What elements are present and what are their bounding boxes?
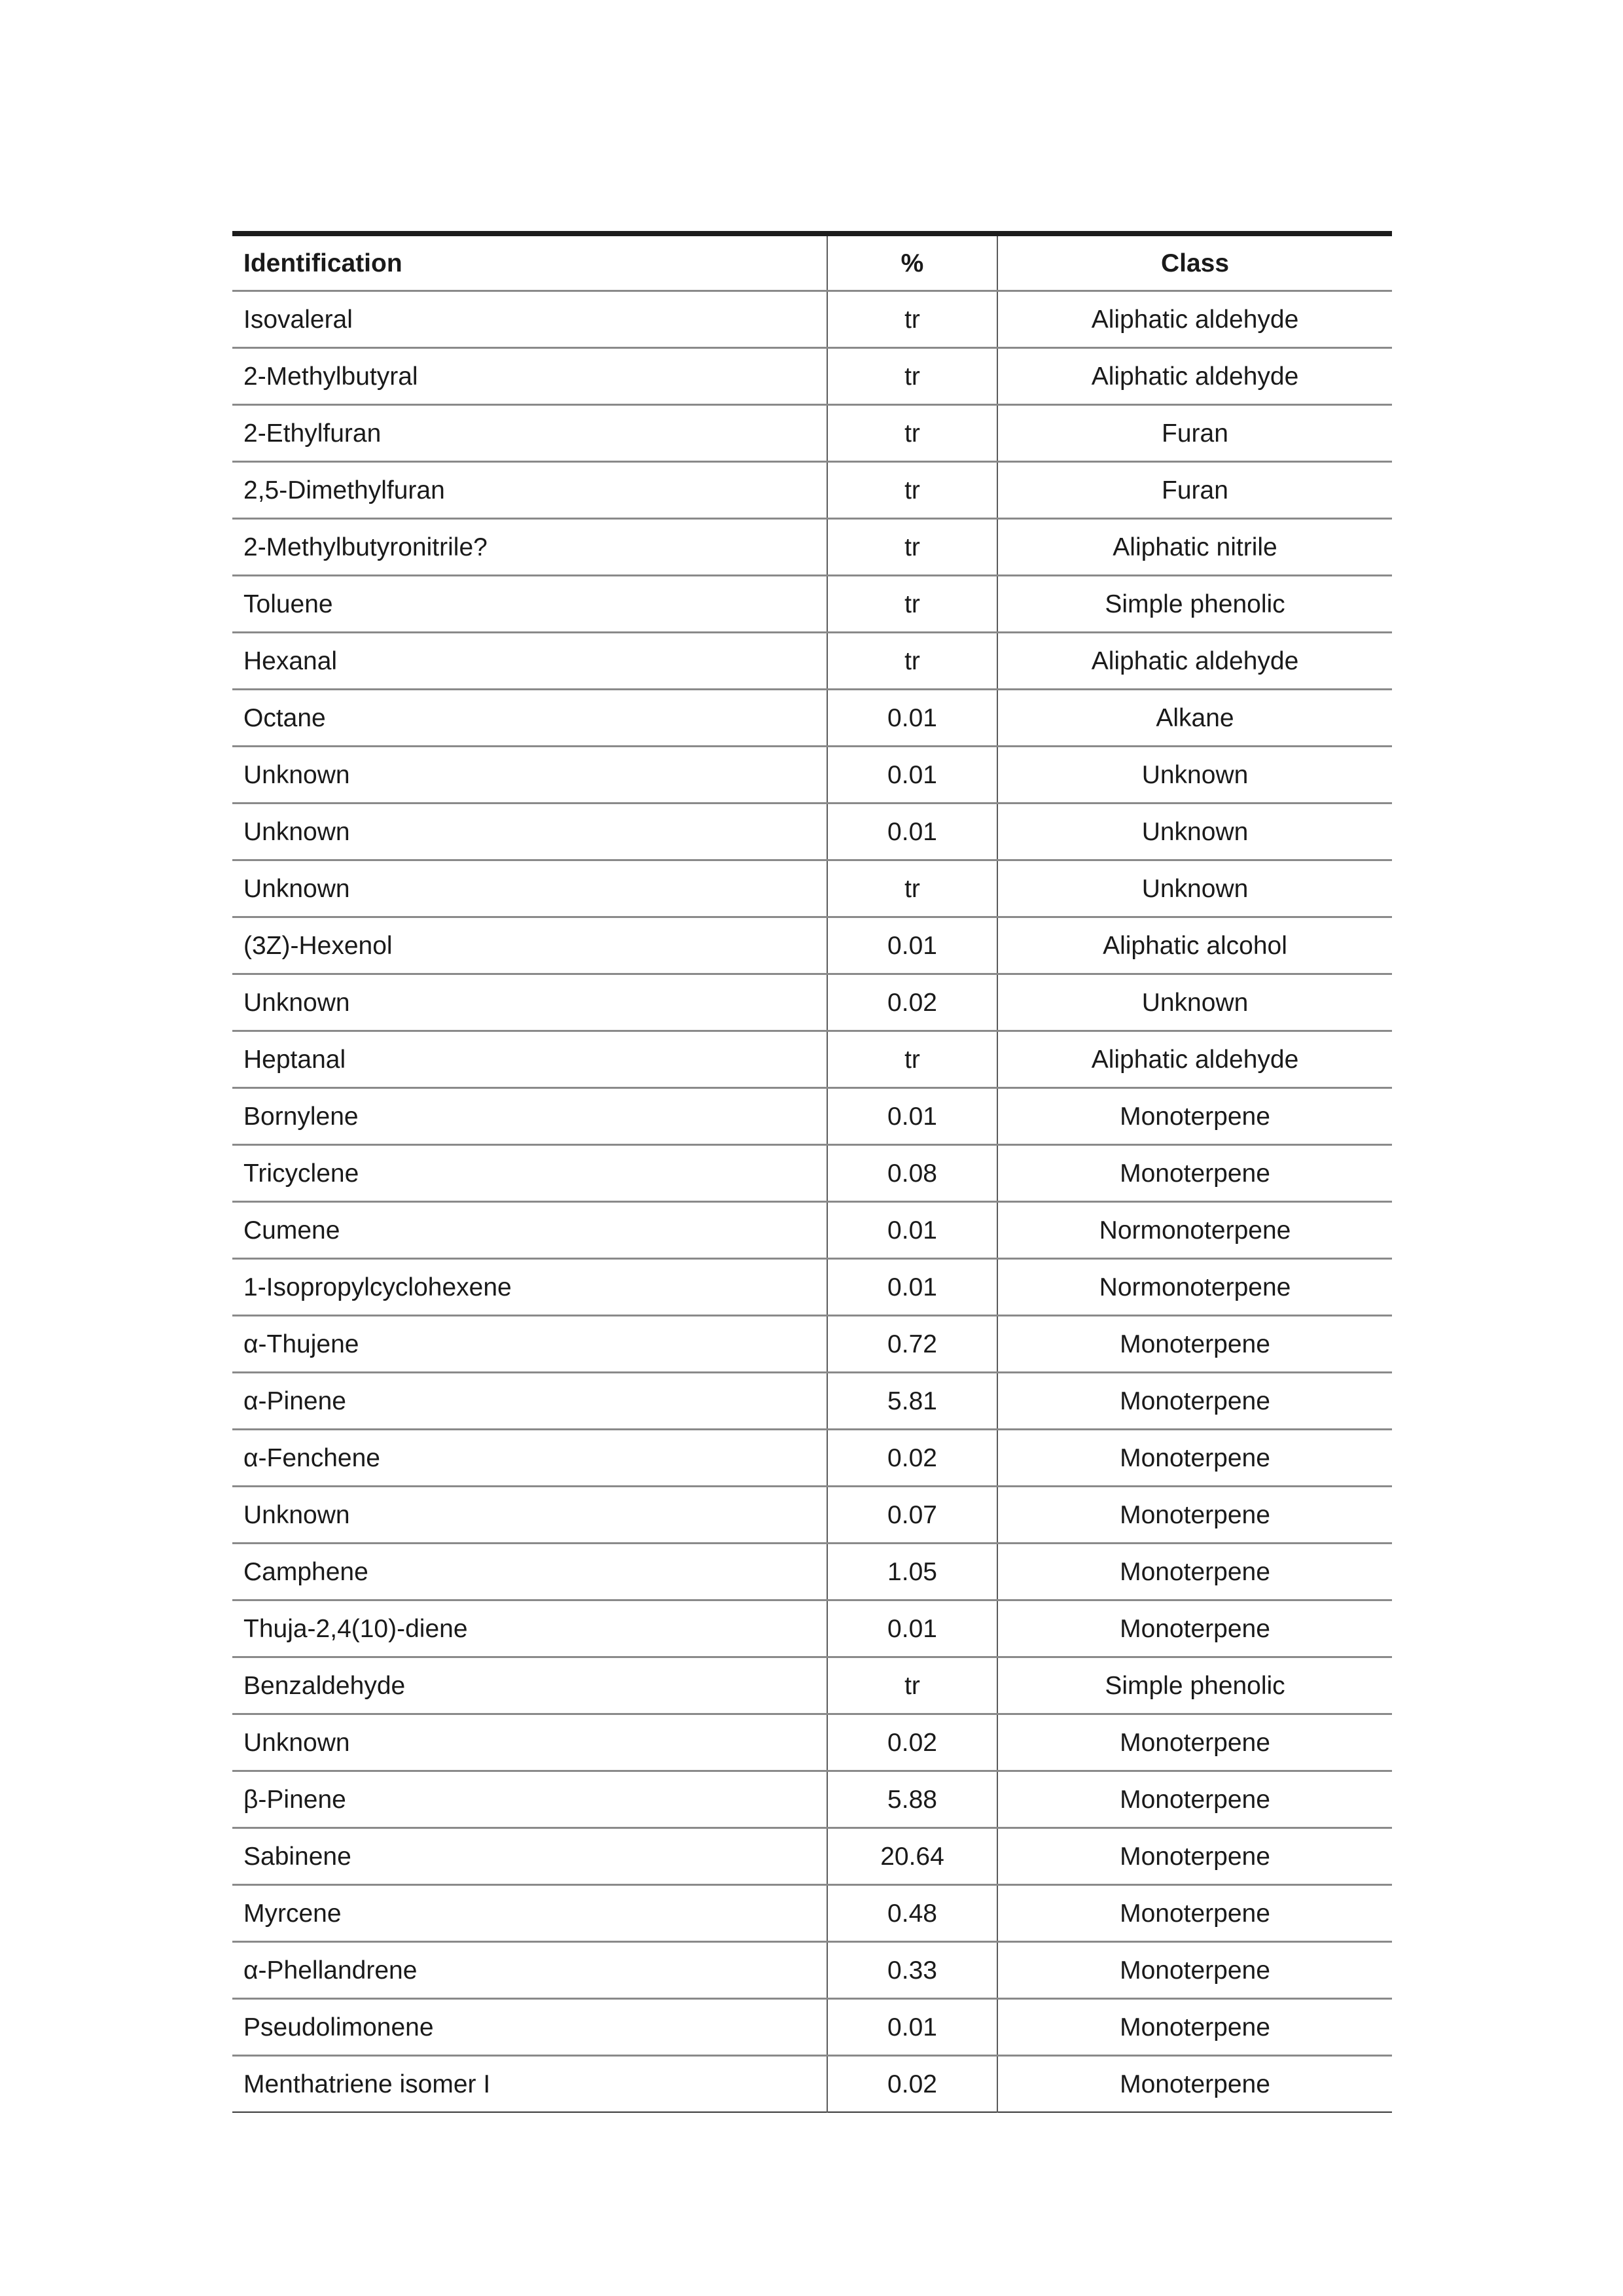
cell-class: Monoterpene [997, 1088, 1392, 1145]
cell-class: Monoterpene [997, 1145, 1392, 1202]
cell-identification: α-Pinene [232, 1373, 827, 1430]
cell-percent: 0.01 [827, 690, 997, 747]
cell-class: Monoterpene [997, 1373, 1392, 1430]
cell-percent: tr [827, 519, 997, 576]
cell-percent: tr [827, 348, 997, 405]
table-header [232, 234, 1392, 291]
header-identification: Identification [232, 234, 827, 291]
table-body [232, 291, 1392, 2113]
cell-percent: 1.05 [827, 1544, 997, 1600]
table-row [232, 1259, 1392, 1316]
cell-class: Monoterpene [997, 1885, 1392, 1942]
table-row [232, 1942, 1392, 1999]
cell-class: Aliphatic nitrile [997, 519, 1392, 576]
table-row [232, 519, 1392, 576]
cell-percent: tr [827, 1657, 997, 1714]
table-row [232, 917, 1392, 974]
table-row [232, 1031, 1392, 1088]
cell-percent: 0.01 [827, 1088, 997, 1145]
table-row [232, 747, 1392, 804]
cell-percent: 0.01 [827, 1202, 997, 1259]
cell-percent: tr [827, 462, 997, 519]
cell-class: Aliphatic aldehyde [997, 633, 1392, 690]
cell-identification: (3Z)-Hexenol [232, 917, 827, 974]
cell-class: Furan [997, 405, 1392, 462]
cell-identification: α-Thujene [232, 1316, 827, 1373]
cell-identification: Isovaleral [232, 291, 827, 348]
cell-percent: 0.02 [827, 974, 997, 1031]
cell-identification: Bornylene [232, 1088, 827, 1145]
table-row [232, 1714, 1392, 1771]
table-row [232, 348, 1392, 405]
cell-class: Normonoterpene [997, 1259, 1392, 1316]
cell-class: Unknown [997, 974, 1392, 1031]
composition-table [232, 231, 1392, 2113]
cell-percent: tr [827, 633, 997, 690]
table-row [232, 291, 1392, 348]
cell-class: Furan [997, 462, 1392, 519]
cell-identification: Tricyclene [232, 1145, 827, 1202]
cell-class: Monoterpene [997, 1999, 1392, 2056]
table-row [232, 1771, 1392, 1828]
cell-identification: α-Fenchene [232, 1430, 827, 1487]
cell-percent: 0.01 [827, 747, 997, 804]
cell-class: Unknown [997, 804, 1392, 860]
cell-identification: Unknown [232, 804, 827, 860]
cell-class: Aliphatic aldehyde [997, 291, 1392, 348]
cell-percent: 0.02 [827, 1430, 997, 1487]
cell-class: Alkane [997, 690, 1392, 747]
table-row [232, 804, 1392, 860]
cell-identification: β-Pinene [232, 1771, 827, 1828]
cell-identification: Heptanal [232, 1031, 827, 1088]
cell-percent: tr [827, 405, 997, 462]
table-row [232, 2056, 1392, 2113]
cell-class: Monoterpene [997, 1600, 1392, 1657]
composition-table-container [232, 231, 1392, 2113]
cell-percent: tr [827, 1031, 997, 1088]
cell-identification: α-Phellandrene [232, 1942, 827, 1999]
cell-percent: 0.01 [827, 804, 997, 860]
cell-identification: 2-Ethylfuran [232, 405, 827, 462]
cell-class: Monoterpene [997, 1771, 1392, 1828]
cell-identification: Toluene [232, 576, 827, 633]
cell-identification: Sabinene [232, 1828, 827, 1885]
table-row [232, 1544, 1392, 1600]
cell-percent: 0.02 [827, 1714, 997, 1771]
table-row [232, 860, 1392, 917]
table-row [232, 1316, 1392, 1373]
table-row [232, 1145, 1392, 1202]
cell-identification: 2,5-Dimethylfuran [232, 462, 827, 519]
cell-class: Aliphatic aldehyde [997, 348, 1392, 405]
cell-identification: Myrcene [232, 1885, 827, 1942]
cell-percent: 0.01 [827, 1259, 997, 1316]
table-row [232, 1828, 1392, 1885]
cell-class: Monoterpene [997, 1316, 1392, 1373]
cell-percent: 0.33 [827, 1942, 997, 1999]
cell-identification: 1-Isopropylcyclohexene [232, 1259, 827, 1316]
header-class: Class [997, 234, 1392, 291]
cell-identification: Menthatriene isomer I [243, 2070, 491, 2098]
cell-class: Unknown [997, 860, 1392, 917]
cell-identification: Unknown [232, 1714, 827, 1771]
cell-identification: Octane [232, 690, 827, 747]
cell-percent: 0.02 [827, 2056, 997, 2113]
table-row [232, 1373, 1392, 1430]
cell-identification: Benzaldehyde [232, 1657, 827, 1714]
table-row [232, 1999, 1392, 2056]
cell-identification: Thuja-2,4(10)-diene [232, 1600, 827, 1657]
cell-class: Monoterpene [997, 1487, 1392, 1544]
table-row [232, 1600, 1392, 1657]
cell-percent: 5.88 [827, 1771, 997, 1828]
table-row [232, 1430, 1392, 1487]
cell-percent: 0.01 [827, 1600, 997, 1657]
cell-identification: Unknown [232, 974, 827, 1031]
cell-identification: Unknown [232, 860, 827, 917]
cell-class: Aliphatic alcohol [997, 917, 1392, 974]
cell-identification: Unknown [232, 1487, 827, 1544]
table-row [232, 633, 1392, 690]
cell-percent: 5.81 [827, 1373, 997, 1430]
cell-identification: Camphene [232, 1544, 827, 1600]
table-row [232, 974, 1392, 1031]
cell-percent: 0.08 [827, 1145, 997, 1202]
cell-class: Simple phenolic [997, 1657, 1392, 1714]
cell-class: Unknown [997, 747, 1392, 804]
table-row [232, 1657, 1392, 1714]
cell-identification: Unknown [232, 747, 827, 804]
cell-identification: 2-Methylbutyronitrile? [232, 519, 827, 576]
cell-percent: tr [827, 576, 997, 633]
header-percent: % [827, 234, 997, 291]
cell-percent: 20.64 [827, 1828, 997, 1885]
cell-class: Monoterpene [997, 1942, 1392, 1999]
cell-class: Aliphatic aldehyde [997, 1031, 1392, 1088]
cell-percent: tr [827, 291, 997, 348]
cell-identification: Cumene [232, 1202, 827, 1259]
cell-percent: 0.07 [827, 1487, 997, 1544]
cell-class: Simple phenolic [997, 576, 1392, 633]
table-row [232, 462, 1392, 519]
cell-class: Normonoterpene [997, 1202, 1392, 1259]
header-row [232, 234, 1392, 291]
cell-percent: 0.48 [827, 1885, 997, 1942]
cell-percent: 0.01 [827, 1999, 997, 2056]
table-row [232, 405, 1392, 462]
table-row [232, 1487, 1392, 1544]
cell-percent: 0.72 [827, 1316, 997, 1373]
cell-identification: 2-Methylbutyral [232, 348, 827, 405]
cell-identification: Hexanal [232, 633, 827, 690]
cell-class: Monoterpene [997, 1714, 1392, 1771]
cell-class: Monoterpene [997, 1828, 1392, 1885]
cell-percent: tr [827, 860, 997, 917]
cell-percent: 0.01 [827, 917, 997, 974]
table-row [232, 690, 1392, 747]
cell-class: Monoterpene [997, 1544, 1392, 1600]
table-row [232, 576, 1392, 633]
table-row [232, 1885, 1392, 1942]
table-row [232, 1088, 1392, 1145]
cell-class: Monoterpene [997, 2056, 1392, 2113]
cell-class: Monoterpene [997, 1430, 1392, 1487]
cell-identification: Pseudolimonene [232, 1999, 827, 2056]
table-row [232, 1202, 1392, 1259]
